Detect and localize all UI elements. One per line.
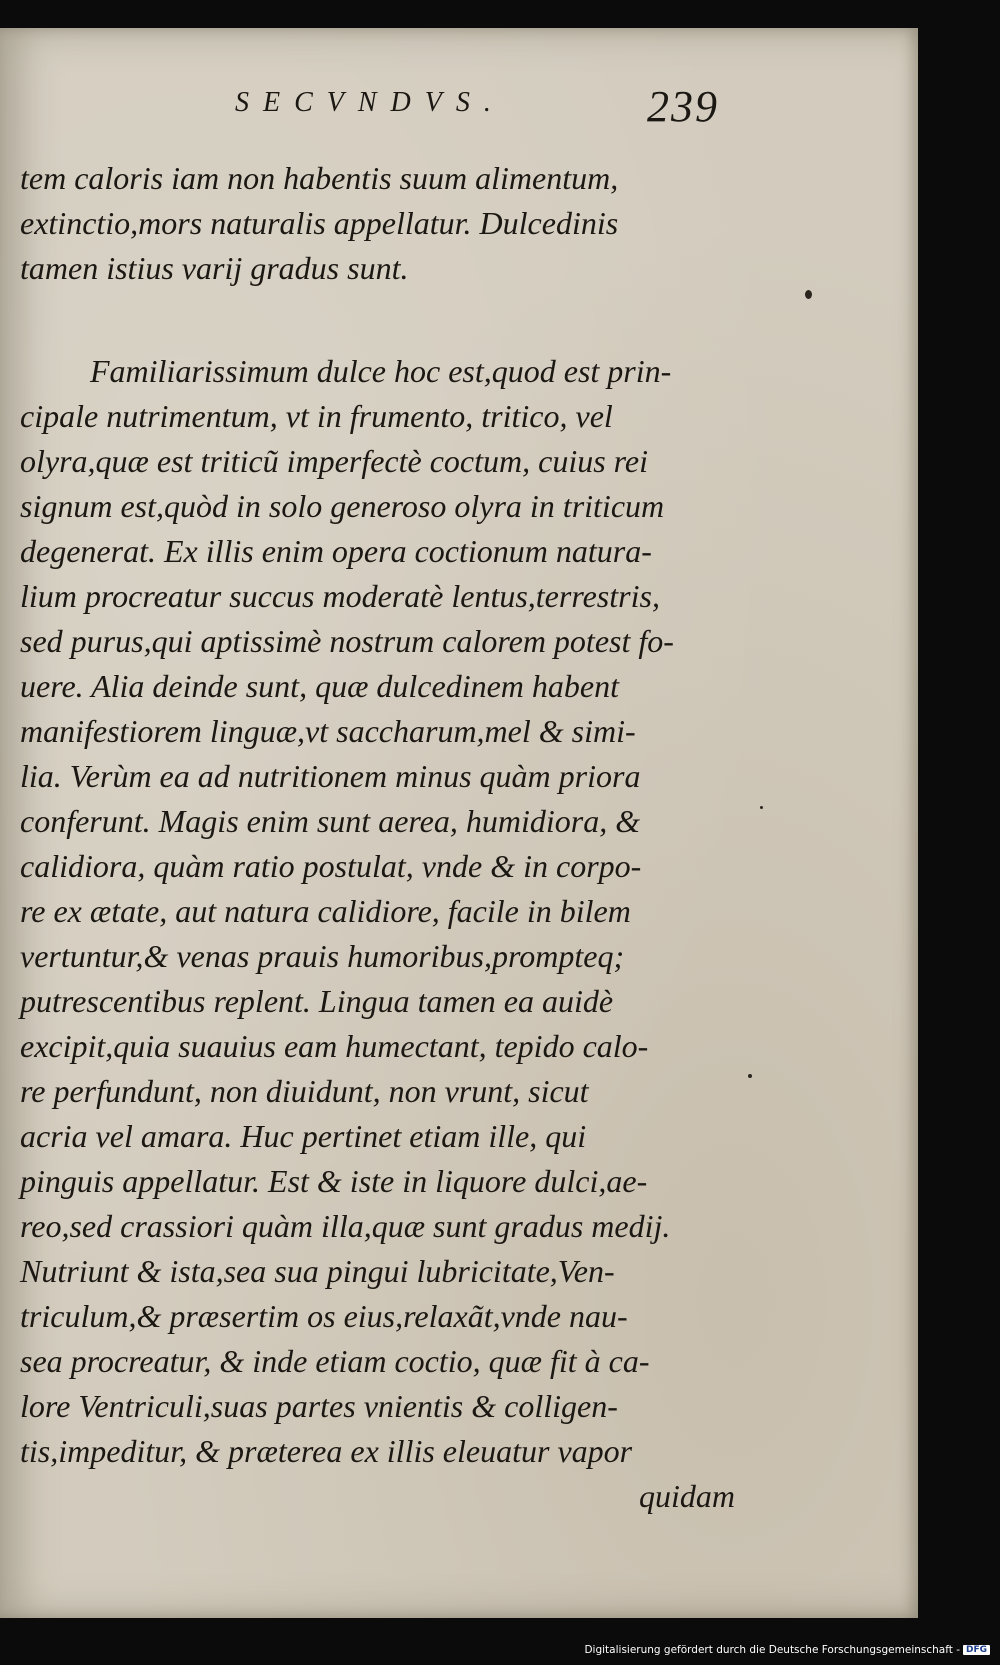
- ink-speck: [805, 290, 812, 299]
- text-line: Familiarissimum dulce hoc est,quod est prin-: [90, 353, 672, 389]
- text-line: uere. Alia deinde sunt, quæ dulcedinem habent: [20, 668, 619, 704]
- text-line: lia. Verùm ea ad nutritionem minus quàm priora: [20, 758, 641, 794]
- text-line: calidiora, quàm ratio postulat, vnde & in corpo-: [20, 848, 642, 884]
- text-line: tem caloris iam non habentis suum alimentum,: [20, 160, 619, 196]
- text-line: olyra,quæ est triticũ imperfectè coctum, cuius rei: [20, 443, 649, 479]
- text-line: pinguis appellatur. Est & iste in liquore dulci,ae-: [20, 1163, 648, 1199]
- text-line: excipit,quia suauius eam humectant, tepido calo-: [20, 1028, 649, 1064]
- text-line: cipale nutrimentum, vt in frumento, tritico, vel: [20, 398, 613, 434]
- text-line: tamen istius varij gradus sunt.: [20, 250, 409, 286]
- credit-text: Digitalisierung gefördert durch die Deutsche Forschungsgemeinschaft -: [584, 1644, 960, 1656]
- main-text: [20, 156, 735, 1519]
- ink-speck: [760, 806, 763, 809]
- running-head: [235, 81, 735, 131]
- digitization-credit: [560, 1644, 990, 1662]
- paragraph-gap: [20, 291, 735, 349]
- text-line: manifestiorem linguæ,vt saccharum,mel & simi-: [20, 713, 636, 749]
- text-line: lium procreatur succus moderatè lentus,terrestris,: [20, 578, 660, 614]
- text-line: re ex ætate, aut natura calidiore, facile in bilem: [20, 893, 631, 929]
- text-line: re perfundunt, non diuidunt, non vrunt, sicut: [20, 1073, 589, 1109]
- ink-speck: [748, 1074, 752, 1078]
- book-page: [0, 28, 918, 1618]
- text-line: putrescentibus replent. Lingua tamen ea auidè: [20, 983, 614, 1019]
- text-line: degenerat. Ex illis enim opera coctionum natura-: [20, 533, 652, 569]
- text-line: reo,sed crassiori quàm illa,quæ sunt gradus medij.: [20, 1208, 671, 1244]
- page-number: 239: [647, 82, 719, 131]
- text-line: extinctio,mors naturalis appellatur. Dulcedinis: [20, 205, 619, 241]
- text-line: lore Ventriculi,suas partes vnientis & colligen-: [20, 1388, 618, 1424]
- catchword: quidam: [639, 1478, 735, 1514]
- text-line: sed purus,qui aptissimè nostrum calorem potest fo-: [20, 623, 674, 659]
- text-line: conferunt. Magis enim sunt aerea, humidiora, &: [20, 803, 641, 839]
- dfg-logo: DFG: [963, 1645, 990, 1655]
- text-line: triculum,& præsertim os eius,relaxãt,vnde nau-: [20, 1298, 628, 1334]
- text-line: tis,impeditur, & præterea ex illis eleuatur vapor: [20, 1433, 633, 1469]
- text-line: vertuntur,& venas prauis humoribus,prompteq;: [20, 938, 625, 974]
- text-line: acria vel amara. Huc pertinet etiam ille, qui: [20, 1118, 587, 1154]
- text-line: signum est,quòd in solo generoso olyra in triticum: [20, 488, 665, 524]
- text-line: sea procreatur, & inde etiam coctio, quæ fit à ca-: [20, 1343, 650, 1379]
- text-line: Nutriunt & ista,sea sua pingui lubricitate,Ven-: [20, 1253, 615, 1289]
- running-head-title: SECVNDVS.: [235, 87, 505, 118]
